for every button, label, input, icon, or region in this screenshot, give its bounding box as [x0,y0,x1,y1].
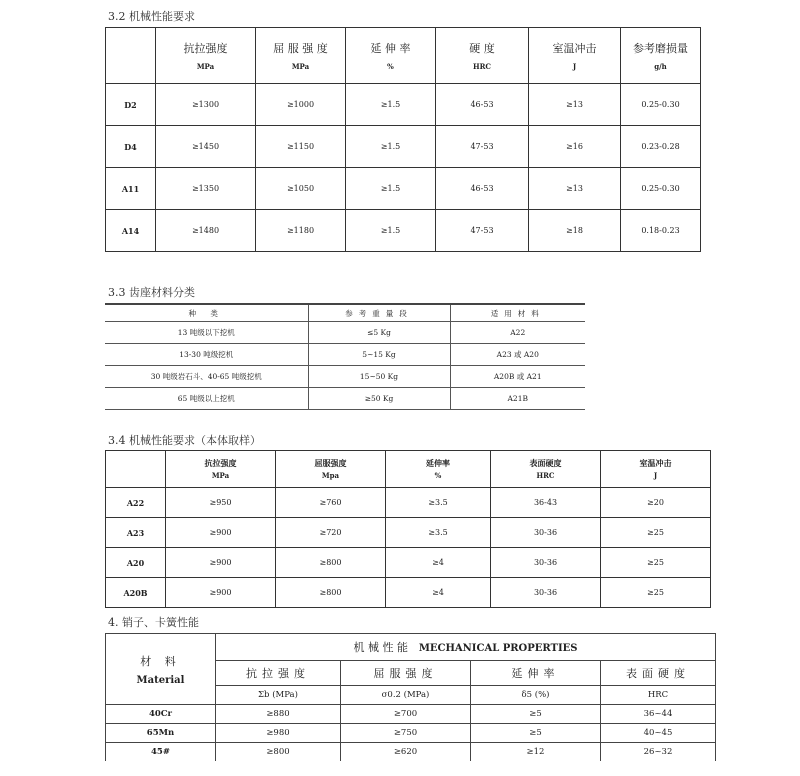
cell: A14 [121,225,140,236]
cell: ≥25 [647,558,664,567]
value-cell [491,488,601,518]
header-cell: 参考重量段 [345,308,413,318]
cell: D4 [124,141,137,152]
cell: 0.25-0.30 [641,184,680,193]
cell: 65 吨级以上挖机 [177,394,235,403]
value-cell [166,578,276,608]
cell: ≥3.5 [428,528,448,537]
cell: ≥760 [319,498,342,507]
value-cell [436,126,529,168]
value-cell [601,548,711,578]
cell: 0.18-0.23 [641,226,680,235]
cell: ≥800 [319,588,342,597]
header-unit: Σb (MPa) [258,690,298,700]
value-cell [346,210,436,252]
cell: ≥20 [647,498,664,507]
value-cell [156,84,256,126]
value-cell [471,705,601,724]
header-unit: HRC [536,471,555,480]
value-cell [386,488,491,518]
cell: ≥25 [647,588,664,597]
value-cell [105,388,308,410]
column-header [386,451,491,488]
header-cn: 延伸率 [511,667,560,680]
value-cell [601,518,711,548]
cell: 46-53 [470,100,494,109]
table-row [106,488,711,518]
cell: ≥4 [432,588,444,597]
value-cell [256,168,346,210]
cell: ≥620 [393,747,418,757]
value-cell [105,322,308,344]
cell: A20 [126,557,145,568]
column-header [308,304,450,322]
value-cell [308,322,450,344]
header-unit: J [653,471,658,480]
grade-cell [106,126,156,168]
column-header [529,28,621,84]
cell: ≥4 [432,558,444,567]
value-cell [156,210,256,252]
table-row [106,210,701,252]
cell: ≥1300 [191,100,220,109]
grade-cell [106,84,156,126]
value-cell [105,344,308,366]
cell: 65Mn [146,728,175,738]
value-cell [601,705,716,724]
cell: D2 [124,99,137,110]
value-cell [450,366,585,388]
cell: A20B 或 A21 [493,372,542,381]
value-cell [436,84,529,126]
cell: ≥13 [566,184,583,193]
cell: ≥950 [209,498,232,507]
value-cell [450,388,585,410]
value-cell [491,578,601,608]
value-cell [386,578,491,608]
material-en: Material [136,674,185,686]
value-cell [156,126,256,168]
value-cell [341,705,471,724]
cell: A22 [126,497,145,508]
header-cn: 室温冲击 [552,42,597,55]
table-row [106,548,711,578]
header-cn: 屈服强度 [314,458,347,468]
cell: ≥3.5 [428,498,448,507]
table-row [105,322,585,344]
header-row [106,451,711,488]
cell: ≥50 Kg [364,394,394,403]
cell: 30-36 [533,558,558,567]
corner-cell [106,28,156,84]
value-cell [621,126,701,168]
table-row [106,743,716,762]
material-cell [106,743,216,762]
header-cell: 种 类 [188,308,224,318]
value-cell [166,488,276,518]
header-unit: σ0.2 (MPa) [381,690,430,700]
header-cn: 硬 度 [469,42,495,55]
cell: A11 [121,183,140,194]
cell: ≥880 [266,709,290,719]
cell: ≥5 [529,709,542,719]
cell: ≥5 [529,728,542,738]
header-unit: MPa [211,471,230,480]
value-cell [346,126,436,168]
value-cell [256,84,346,126]
cell: 5~15 Kg [362,350,396,359]
value-cell [276,548,386,578]
cell: ≥700 [393,709,418,719]
value-cell [346,84,436,126]
value-cell [491,518,601,548]
cell: ≥980 [266,728,290,738]
grade-cell [106,168,156,210]
cell: ≥1480 [191,226,220,235]
value-cell [621,210,701,252]
cell: ≥800 [266,747,290,757]
value-cell [216,724,341,743]
table-row [105,388,585,410]
header-cn: 屈服强度 [373,667,438,680]
cell: ≥12 [526,747,545,757]
section-3-4-title: 3.4 机械性能要求（本体取样） [108,434,261,447]
column-header [436,28,529,84]
value-cell [436,168,529,210]
value-cell [491,548,601,578]
header-unit: % [434,471,442,480]
cell: ≥18 [566,226,583,235]
group-cn: 机 械 性 能 [353,641,408,654]
cell: ≤5 Kg [367,328,391,337]
header-cn: 表面硬度 [529,458,562,468]
table-row [105,344,585,366]
value-cell [471,743,601,762]
section-4-title: 4. 销子、卡簧性能 [108,616,199,629]
section-3-2-title: 3.2 机械性能要求 [108,10,195,23]
value-cell [166,548,276,578]
group-header [216,634,716,661]
cell: A23 [126,527,145,538]
table-row [106,724,716,743]
value-cell [621,84,701,126]
value-cell [601,488,711,518]
column-unit [471,686,601,705]
value-cell [341,743,471,762]
value-cell [276,518,386,548]
value-cell [450,344,585,366]
grade-cell [106,210,156,252]
cell: ≥16 [566,142,583,151]
grade-cell [106,488,166,518]
cell: ≥1180 [286,226,315,235]
header-unit: Mpa [321,471,340,480]
column-header [341,661,471,686]
header-cn: 室温冲击 [639,458,672,468]
table-row [106,168,701,210]
value-cell [156,168,256,210]
value-cell [308,366,450,388]
column-header [450,304,585,322]
header-unit: MPa [291,62,310,71]
cell: ≥1.5 [380,100,401,109]
cell: 30-36 [533,588,558,597]
table-row [106,578,711,608]
cell: ≥750 [393,728,418,738]
grade-cell [106,578,166,608]
header-cn: 抗拉强度 [204,458,237,468]
cell: 0.23-0.28 [641,142,680,151]
value-cell [529,168,621,210]
header-unit: HRC [647,690,669,700]
cell: ≥1350 [191,184,220,193]
column-header [216,661,341,686]
cell: 26~32 [643,747,673,757]
cell: 40~45 [643,728,673,738]
cell: ≥1.5 [380,184,401,193]
cell: A21B [507,394,528,403]
cell: ≥900 [209,528,232,537]
value-cell [256,126,346,168]
cell: 47-53 [470,142,494,151]
value-cell [256,210,346,252]
value-cell [105,366,308,388]
cell: A23 或 A20 [496,350,539,359]
value-cell [341,724,471,743]
column-unit [601,686,716,705]
cell: 36-43 [533,498,558,507]
column-header [156,28,256,84]
header-cn: 屈 服 强 度 [273,42,328,55]
header-cn: 延伸率 [426,458,450,468]
value-cell [276,578,386,608]
value-cell [471,724,601,743]
cell: ≥1450 [191,142,220,151]
cell: 40Cr [148,709,173,719]
cell: 13 吨级以下挖机 [177,328,235,337]
table-row [106,126,701,168]
column-header [601,661,716,686]
cell: ≥900 [209,558,232,567]
column-header [105,304,308,322]
cell: 13-30 吨级挖机 [179,350,234,359]
column-header [346,28,436,84]
header-cn: 抗拉强度 [246,667,310,680]
grade-cell [106,518,166,548]
section-3-3-title: 3.3 齿座材料分类 [108,286,195,299]
group-en: MECHANICAL PROPERTIES [418,643,578,654]
cell: ≥1150 [286,142,315,151]
material-header [106,634,216,705]
value-cell [166,518,276,548]
value-cell [276,488,386,518]
header-unit: % [387,62,394,71]
pin-spring-properties-table [105,633,716,761]
tooth-seat-material-table [105,303,585,410]
column-header [491,451,601,488]
value-cell [216,705,341,724]
header-cell: 适用材料 [490,308,545,318]
value-cell [601,578,711,608]
value-cell [216,743,341,762]
value-cell [386,548,491,578]
header-unit: δ5 (%) [521,690,550,700]
value-cell [308,388,450,410]
cell: 46-53 [470,184,494,193]
value-cell [346,168,436,210]
cell: ≥1.5 [380,226,401,235]
header-cn: 参考磨损量 [633,42,688,55]
grade-cell [106,548,166,578]
cell: A22 [510,328,526,337]
cell: 0.25-0.30 [641,100,680,109]
header-cn: 延 伸 率 [370,42,411,55]
header-unit: HRC [472,62,491,71]
header-row [106,28,701,84]
value-cell [436,210,529,252]
corner-cell [106,451,166,488]
column-header [621,28,701,84]
value-cell [450,322,585,344]
cell: 36~44 [643,709,673,719]
cell: 47-53 [470,226,494,235]
header-cn: 抗拉强度 [183,42,228,55]
cell: A20B [123,587,148,598]
value-cell [529,210,621,252]
value-cell [621,168,701,210]
header-unit: MPa [196,62,215,71]
value-cell [386,518,491,548]
cell: 15~50 Kg [359,372,399,381]
cell: ≥1000 [286,100,315,109]
column-unit [216,686,341,705]
column-header [276,451,386,488]
mechanical-properties-table [105,27,701,252]
header-row [105,304,585,322]
cell: ≥720 [319,528,342,537]
cell: ≥900 [209,588,232,597]
cell: 30 吨级岩石斗、40-65 吨级挖机 [150,372,262,381]
value-cell [308,344,450,366]
cell: ≥800 [319,558,342,567]
material-cell [106,705,216,724]
column-header [256,28,346,84]
column-header [601,451,711,488]
value-cell [529,84,621,126]
header-unit: J [572,62,577,71]
value-cell [601,743,716,762]
cell: ≥25 [647,528,664,537]
material-cn: 材 料 [140,654,181,668]
material-cell [106,724,216,743]
table-row [106,84,701,126]
cell: 30-36 [533,528,558,537]
header-cn: 表面硬度 [626,667,690,680]
table-row [106,705,716,724]
cell: ≥13 [566,100,583,109]
table-row [105,366,585,388]
cell: 45# [151,747,170,757]
value-cell [601,724,716,743]
cell: ≥1.5 [380,142,401,151]
cell: ≥1050 [286,184,315,193]
column-header [471,661,601,686]
header-unit: g/h [654,62,667,71]
column-unit [341,686,471,705]
column-header [166,451,276,488]
body-sample-properties-table [105,450,711,608]
value-cell [529,126,621,168]
table-row [106,518,711,548]
